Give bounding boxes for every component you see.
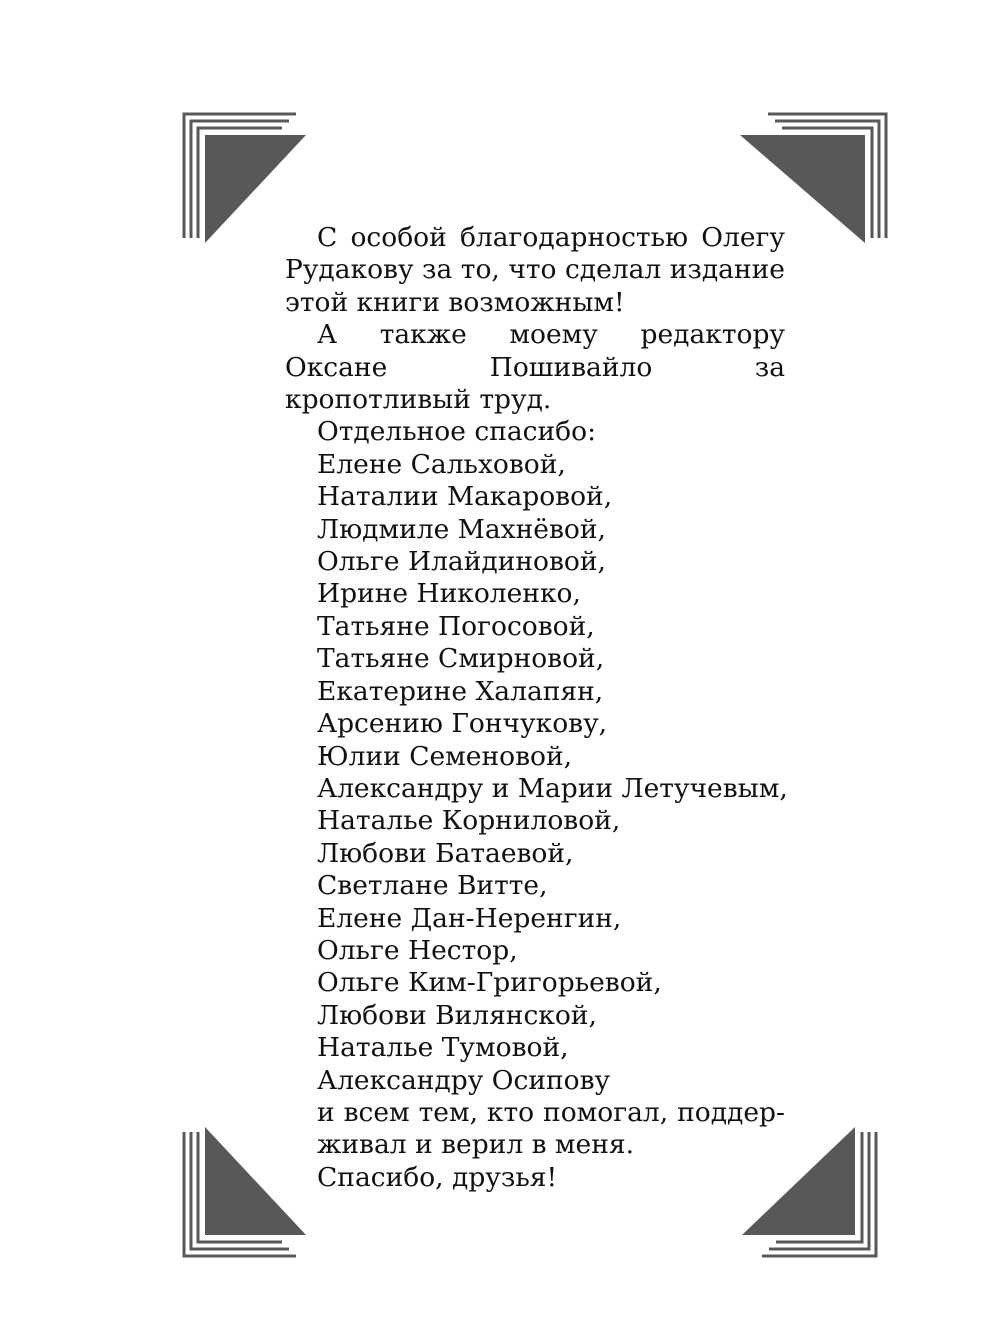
thanks-heading: Отдельное спасибо: — [317, 416, 597, 448]
list-item: Людмиле Махнёвой, — [317, 513, 606, 545]
paragraph-thanks-editor: А также моему редактору Оксане Пошивайло за кропотливый труд. — [285, 319, 785, 416]
list-item: Светлане Витте, — [317, 870, 548, 902]
list-item: Наталье Корниловой, — [317, 805, 621, 837]
closing-paragraph: и всем тем, кто помогал, поддерживал и верил в меня. — [317, 1096, 785, 1161]
list-item: Ольге Илайдиновой, — [317, 546, 606, 578]
list-item: Елене Сальховой, — [317, 448, 566, 480]
list-item: Александру и Марии Летучевым, — [317, 772, 788, 804]
list-item: Екатерине Халапян, — [317, 675, 604, 707]
list-item: Александру Осипову — [317, 1064, 611, 1096]
sign-off: Спасибо, друзья! — [317, 1161, 558, 1193]
list-item: Ольге Нестор, — [317, 934, 518, 966]
names-list — [285, 448, 788, 1097]
list-item: Юлии Семеновой, — [317, 740, 573, 772]
list-item: Наталии Макаровой, — [317, 481, 613, 513]
list-item: Любови Батаевой, — [317, 837, 574, 869]
list-item: Ольге Ким-Григорьевой, — [317, 967, 662, 999]
list-item: Татьяне Погосовой, — [317, 610, 595, 642]
acknowledgements-text — [285, 222, 788, 1194]
list-item: Ирине Николенко, — [317, 578, 581, 610]
list-item: Любови Вилянской, — [317, 999, 597, 1031]
list-item: Арсению Гончукову, — [317, 708, 608, 740]
paragraph-thanks-publisher: С особой благодарностью Олегу Рудакову за то, что сделал издание этой книги возможным! — [285, 222, 785, 318]
list-item: Елене Дан-Неренгин, — [317, 902, 622, 934]
list-item: Татьяне Смирновой, — [317, 643, 605, 675]
list-item: Наталье Тумовой, — [317, 1032, 569, 1064]
